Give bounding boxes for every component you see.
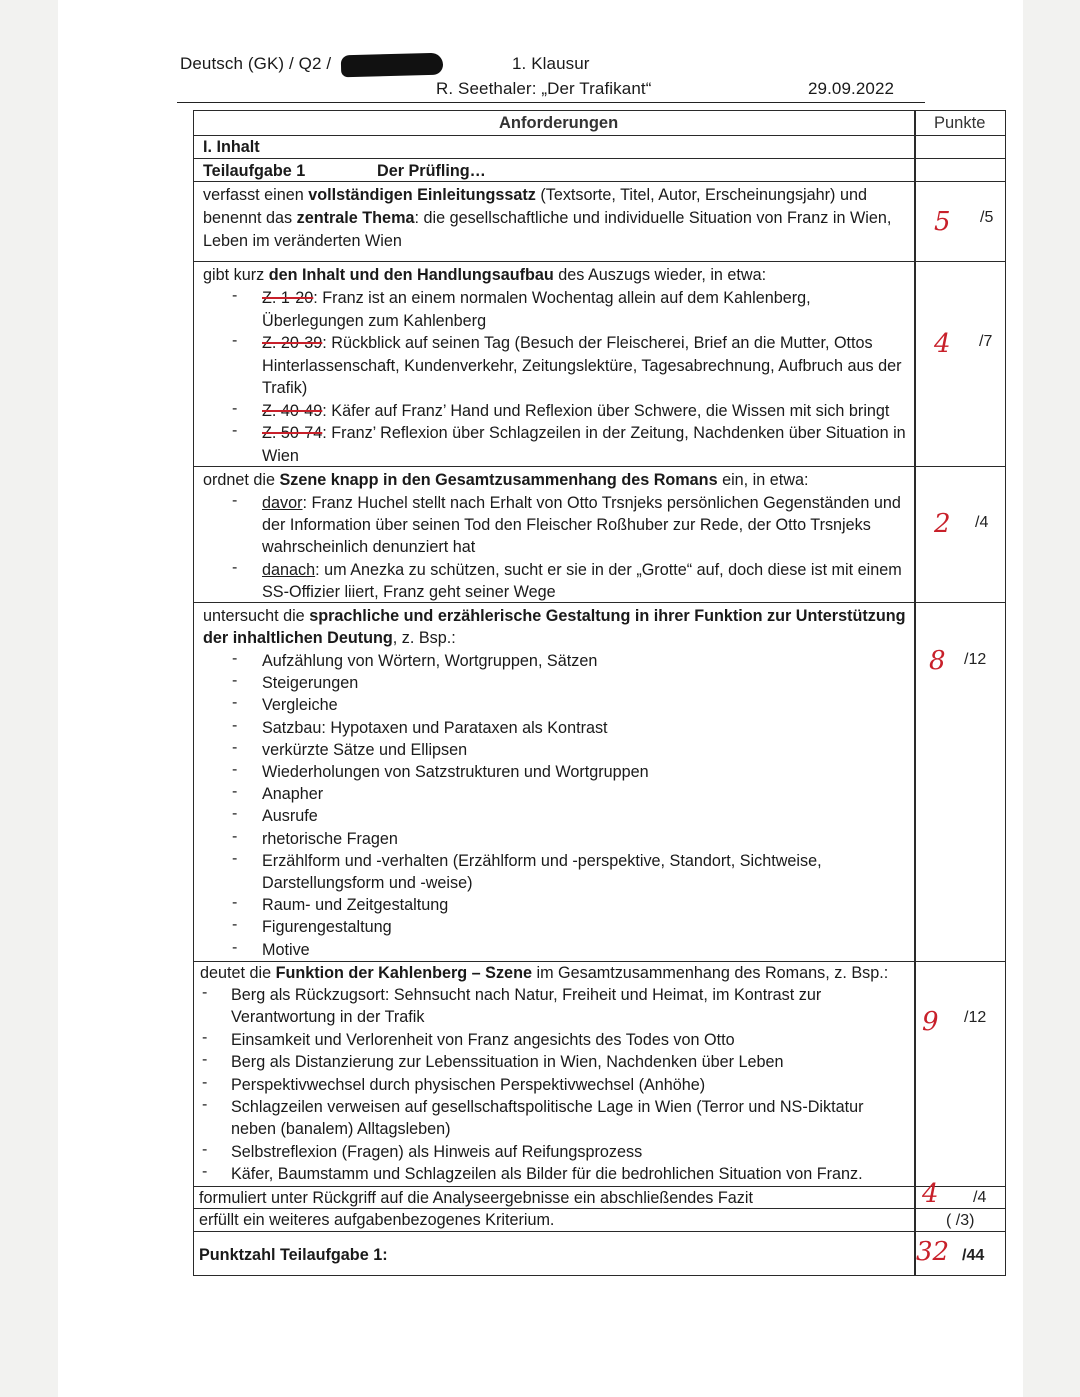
interpretation-item: neben (banalem) Alltagsleben) bbox=[231, 1120, 451, 1139]
analysis-item: Motive bbox=[262, 940, 310, 959]
analysis-heading-2: der inhaltlichen Deutung, z. Bsp.: bbox=[203, 629, 456, 647]
context-item-2b: SS-Offizier liiert, Franz geht seiner Wege bbox=[262, 583, 556, 601]
intro-max: /5 bbox=[980, 209, 994, 226]
analysis-item: Anapher bbox=[262, 785, 324, 804]
analysis-heading: untersucht die sprachliche und erzählerische Gestaltung in ihrer Funktion zur Unterstützung bbox=[203, 607, 906, 625]
intro-score: 5 bbox=[934, 207, 951, 237]
interpretation-item: Berg als Distanzierung zur Lebenssituation in Wien, Nachdenken über Leben bbox=[231, 1053, 784, 1072]
interpretation-item: Schlagzeilen verweisen auf gesellschaftspolitische Lage in Wien (Terror und NS-Diktatur bbox=[231, 1098, 864, 1116]
book-subtitle: R. Seethaler: „Der Trafikant“ bbox=[436, 79, 652, 98]
interpretation-item: Perspektivwechsel durch physischen Perspektivwechsel (Anhöhe) bbox=[231, 1075, 706, 1094]
analysis-item: Vergleiche bbox=[262, 696, 338, 715]
analysis-item: Wiederholungen von Satzstrukturen und Wortgruppen bbox=[262, 763, 649, 781]
interpretation-max: /12 bbox=[964, 1009, 987, 1026]
analysis-item: Darstellungsform und -weise) bbox=[262, 874, 473, 892]
extra-criterion-max: ( /3) bbox=[946, 1212, 975, 1229]
analysis-item: Ausrufe bbox=[262, 807, 318, 826]
content-heading: gibt kurz den Inhalt und den Handlungsaufbau des Auszugs wieder, in etwa: bbox=[203, 266, 767, 284]
analysis-item: Aufzählung von Wörtern, Wortgruppen, Sätzen bbox=[262, 652, 598, 670]
intro-line-3: Leben im veränderten Wien bbox=[203, 232, 402, 250]
conclusion-max: /4 bbox=[973, 1189, 987, 1206]
grading-table: Anforderungen Punkte I. Inhalt Teilaufgabe 1 Der Prüfling… verfasst einen vollständigen Einleitungssatz (Textsorte, Titel, Autor, Erscheinungsjahr) und benennt das zentrale Thema: die gesellschaftliche und individuelle Situation von Franz in Wien, Leben im veränderten Wien 5 /5 gibt kurz den Inhalt und den Handlungsaufbau des Auszugs wieder, in etwa: - Z. 1-20: Franz ist an einem normalen Wochentag allein auf dem Kahlenberg, Überlegungen zum Kahlenberg - Z. 20-39: Rückblick auf seinen Tag (Besuch der Fleischerei, Brief an die Mutter, Ottos Hinterlassenschaft, Kundenverkehr, Zeitungslektüre, Tagesabrechnung, Aufbruch aus der Trafik) - Z. 40-49: Käfer auf Franz’ Hand und Reflexion über Schwere, die Wissen mit sich bringt - Z. 50-74: Franz’ Reflexion über Schlagzeilen in der Zeitung, Nachdenken über Situation in Wien 4 /7 ordnet die Szene knapp in den Gesamtzusammenhang des Romans ein, in etwa: - davor: Franz Huchel stellt nach Erhalt von Otto Trsnjeks persönlichen Gegenständen und der Information über seinen Tod den Fleischer Roßhuber zur Rede, der Otto Trsnjeks wahrscheinlich denunziert hat - danach: um Anezka zu schützen, sucht er sie in der „Grotte“ auf, doch diese ist mit einem SS-Offizier liiert, Franz geht seiner Wege 2 /4 untersucht die sprachliche und erzählerische Gestaltung in ihrer Funktion zur Unterstützung der inhaltlichen Deutung, z. Bsp.: - Aufzählung von Wörtern, Wortgruppen, Sätzen - Steigerungen - Vergleiche - Satzbau: Hypotaxen und Parataxen als Kontrast - verkürzte Sätze und Ellipsen - Wiederholungen von Satzstrukturen und Wortgruppen - Anapher - Ausrufe - rhetorische Fragen - Erzählform und -verhalten (Erzählform und -perspektive, Standort, Sichtweise, Darstellungsform und -weise) - Raum- und Zeitgestaltung - Figurengestaltung - Motive 8 /12 deutet die Funktion der Kahlenberg – Szene im Gesamtzusammenhang des Romans, z. Bsp.: - Berg als Rückzugsort: Sehnsucht nach Natur, Freiheit und Heimat, im Kontrast zur Verantwortung in der Trafik - Einsamkeit und Verlorenheit von Franz angesichts des Todes von Otto - Berg als Distanzierung zur Lebenssituation in Wien, Nachdenken über Leben - Perspektivwechsel durch physischen Perspektivwechsel (Anhöhe) - Schlagzeilen verweisen auf gesellschaftspolitische Lage in Wien (Terror und NS-Diktatur neben (banalem) Alltagsleben) - Selbstreflexion (Fragen) als Hinweis auf Reifungsprozess - Käfer, Baumstamm und Schlagzeilen als Bilder für die bedrohlichen Situation von Franz. 9 /12 formuliert unter Rückgriff auf die Analyseergebnisse ein abschließendes Fazit 4 /4 erfüllt ein weiteres aufgabenbezogenes Kriterium. ( /3) Punktzahl Teilaufgabe 1: 32 /44 bbox=[193, 110, 1006, 1276]
analysis-item: Satzbau: Hypotaxen und Parataxen als Kontrast bbox=[262, 718, 608, 737]
content-max: /7 bbox=[979, 333, 993, 350]
content-item-1: Z. 1-20: Franz ist an einem normalen Wochentag allein auf dem Kahlenberg, bbox=[262, 289, 811, 307]
total-max: /44 bbox=[962, 1247, 985, 1264]
redacted-name bbox=[341, 53, 444, 78]
analysis-item: Erzählform und -verhalten (Erzählform und -perspektive, Standort, Sichtweise, bbox=[262, 851, 822, 870]
content-score: 4 bbox=[934, 329, 951, 359]
interpretation-item: Käfer, Baumstamm und Schlagzeilen als Bilder für die bedrohlichen Situation von Franz. bbox=[231, 1165, 863, 1184]
content-item-4: Z. 50-74: Franz’ Reflexion über Schlagzeilen in der Zeitung, Nachdenken über Situation in bbox=[262, 424, 906, 442]
analysis-item: verkürzte Sätze und Ellipsen bbox=[262, 740, 468, 759]
content-item-2c: Trafik) bbox=[262, 379, 308, 397]
task-label: Teilaufgabe 1 bbox=[203, 162, 306, 180]
course-label: Deutsch (GK) / Q2 / bbox=[180, 54, 332, 73]
content-item-3: Z. 40-49: Käfer auf Franz’ Hand und Reflexion über Schwere, die Wissen mit sich bringt bbox=[262, 402, 890, 420]
intro-line-2: benennt das zentrale Thema: die gesellschaftliche und individuelle Situation von Franz in Wien, bbox=[203, 209, 892, 227]
content-item-2: Z. 20-39: Rückblick auf seinen Tag (Besuch der Fleischerei, Brief an die Mutter, Ottos bbox=[262, 334, 873, 352]
interpretation-item: Selbstreflexion (Fragen) als Hinweis auf Reifungsprozess bbox=[231, 1142, 643, 1161]
total-score: 32 bbox=[916, 1237, 950, 1267]
analysis-item: Figurengestaltung bbox=[262, 918, 392, 937]
task-intro: Der Prüfling… bbox=[377, 162, 486, 180]
context-item-1b: der Information über seinen Tod den Fleischer Roßhuber zur Rede, der Otto Trsnjeks bbox=[262, 516, 871, 534]
analysis-max: /12 bbox=[964, 651, 987, 668]
analysis-item: Raum- und Zeitgestaltung bbox=[262, 896, 449, 915]
conclusion-text: formuliert unter Rückgriff auf die Analyseergebnisse ein abschließendes Fazit bbox=[199, 1189, 753, 1207]
analysis-item: Steigerungen bbox=[262, 674, 359, 693]
intro-line-1: verfasst einen vollständigen Einleitungssatz (Textsorte, Titel, Autor, Erscheinungsjahr) und bbox=[203, 186, 867, 204]
interpretation-heading: deutet die Funktion der Kahlenberg – Szene im Gesamtzusammenhang des Romans, z. Bsp.: bbox=[200, 964, 889, 982]
col-header-requirements: Anforderungen bbox=[499, 114, 619, 132]
interpretation-item: Berg als Rückzugsort: Sehnsucht nach Natur, Freiheit und Heimat, im Kontrast zur bbox=[231, 986, 822, 1004]
section-heading: I. Inhalt bbox=[203, 138, 260, 156]
content-item-4b: Wien bbox=[262, 447, 299, 465]
conclusion-score: 4 bbox=[922, 1179, 939, 1209]
exam-title: 1. Klausur bbox=[512, 54, 590, 73]
context-score: 2 bbox=[934, 509, 951, 539]
total-label: Punktzahl Teilaufgabe 1: bbox=[199, 1246, 388, 1264]
interpretation-item: Einsamkeit und Verlorenheit von Franz angesichts des Todes von Otto bbox=[231, 1030, 735, 1049]
analysis-item: rhetorische Fragen bbox=[262, 829, 398, 848]
content-item-2b: Hinterlassenschaft, Kundenverkehr, Zeitungslektüre, Tagesabrechnung, Aufbruch aus der bbox=[262, 357, 902, 375]
interpretation-item: Verantwortung in der Trafik bbox=[231, 1008, 425, 1027]
context-max: /4 bbox=[975, 514, 989, 531]
exam-date: 29.09.2022 bbox=[808, 79, 895, 98]
content-item-1b: Überlegungen zum Kahlenberg bbox=[262, 312, 487, 330]
context-item-1c: wahrscheinlich denunziert hat bbox=[262, 538, 476, 556]
analysis-score: 8 bbox=[929, 646, 946, 676]
context-heading: ordnet die Szene knapp in den Gesamtzusammenhang des Romans ein, in etwa: bbox=[203, 471, 809, 489]
context-item-1: davor: Franz Huchel stellt nach Erhalt von Otto Trsnjeks persönlichen Gegenständen und bbox=[262, 494, 901, 512]
extra-criterion-text: erfüllt ein weiteres aufgabenbezogenes Kriterium. bbox=[199, 1211, 555, 1229]
header-rule bbox=[177, 102, 925, 103]
col-header-points: Punkte bbox=[934, 114, 986, 132]
interpretation-score: 9 bbox=[922, 1007, 939, 1037]
context-item-2: danach: um Anezka zu schützen, sucht er sie in der „Grotte“ auf, doch diese ist mit einem bbox=[262, 561, 902, 579]
